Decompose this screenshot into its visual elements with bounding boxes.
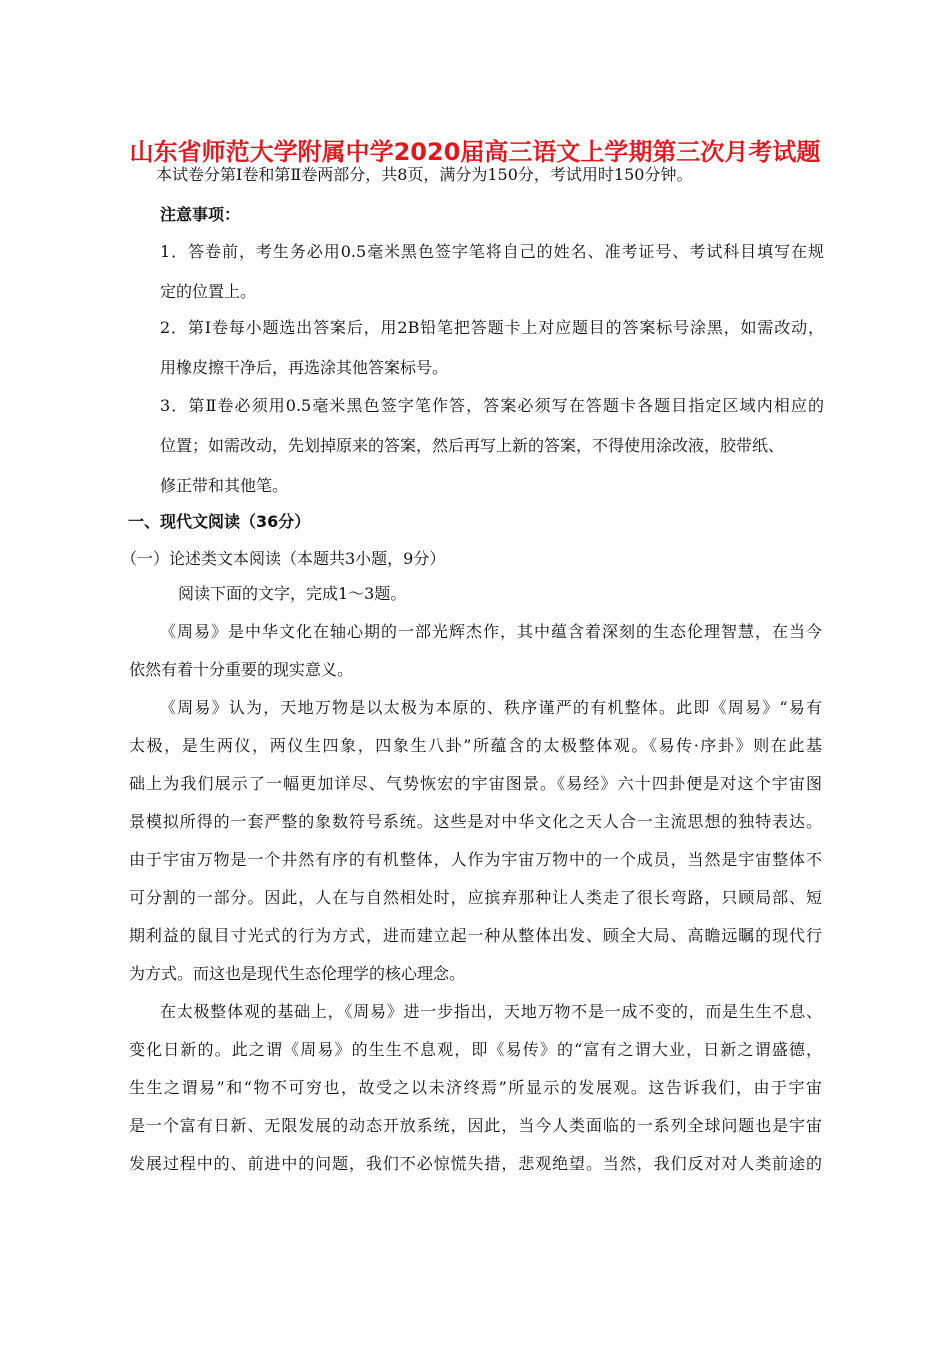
section-1-heading: 一、现代文阅读（36分） xyxy=(128,512,311,531)
passage-line: 可分割的一部分。因此，人在与自然相处时，应摈弃那种让人类走了很长弯路，只顾局部、短 xyxy=(129,888,822,907)
notice-item-1-line-2: 定的位置上。 xyxy=(160,282,257,301)
passage-line: 依然有着十分重要的现实意义。 xyxy=(129,660,354,679)
passage-line: 期利益的鼠目寸光式的行为方式，进而建立起一种从整体出发、顾全大局、高瞻远瞩的现代行 xyxy=(129,926,822,945)
passage-line: 发展过程中的、前进中的问题，我们不必惊慌失措，悲观绝望。当然，我们反对对人类前途的 xyxy=(129,1154,822,1173)
section-1-sub-heading: （一）论述类文本阅读（本题共3小题，9分） xyxy=(121,549,446,568)
notice-item-3-line-3: 修正带和其他笔。 xyxy=(160,476,289,495)
notice-item-2-line-1: 2．第Ⅰ卷每小题选出答案后，用2B铅笔把答题卡上对应题目的答案标号涂黑，如需改动， xyxy=(160,318,824,337)
passage-line: 在太极整体观的基础上，《周易》进一步指出，天地万物不是一成不变的，而是生生不息、 xyxy=(160,1002,822,1021)
passage-line: 《周易》是中华文化在轴心期的一部光辉杰作，其中蕴含着深刻的生态伦理智慧，在当今 xyxy=(160,622,822,641)
passage-line: 础上为我们展示了一幅更加详尽、气势恢宏的宇宙图景。《易经》六十四卦便是对这个宇宙图 xyxy=(129,774,822,793)
notice-item-1-line-1: 1．答卷前，考生务必用0.5毫米黑色签字笔将自己的姓名、准考证号、考试科目填写在规 xyxy=(160,242,824,261)
passage-line: 为方式。而这也是现代生态伦理学的核心理念。 xyxy=(129,964,466,983)
passage-line: 景模拟所得的一套严整的象数符号系统。这些是对中华文化之天人合一主流思想的独特表达。 xyxy=(129,812,822,831)
passage-line: 变化日新的。此之谓《周易》的生生不息观，即《易传》的“富有之谓大业，日新之谓盛德， xyxy=(129,1040,822,1059)
document-title: 山东省师范大学附属中学2020届高三语文上学期第三次月考试题 xyxy=(129,138,821,166)
passage-line: 生生之谓易”和“物不可穷也，故受之以未济终焉”所显示的发展观。这告诉我们，由于宇宙 xyxy=(129,1078,822,1097)
notice-item-2-line-2: 用橡皮擦干净后，再选涂其他答案标号。 xyxy=(160,358,449,377)
notice-heading: 注意事项： xyxy=(160,205,241,224)
reading-instruction: 阅读下面的文字，完成1～3题。 xyxy=(178,584,407,603)
notice-item-3-line-2: 位置；如需改动，先划掉原来的答案，然后再写上新的答案，不得使用涂改液，胶带纸、 xyxy=(160,436,785,455)
notice-item-3-line-1: 3．第Ⅱ卷必须用0.5毫米黑色签字笔作答，答案必须写在答题卡各题目指定区域内相应的 xyxy=(160,396,824,415)
passage-line: 由于宇宙万物是一个井然有序的有机整体，人作为宇宙万物中的一个成员，当然是宇宙整体不 xyxy=(129,850,822,869)
exam-intro: 本试卷分第Ⅰ卷和第Ⅱ卷两部分，共8页，满分为150分，考试用时150分钟。 xyxy=(156,165,693,184)
passage-line: 是一个富有日新、无限发展的动态开放系统，因此，当今人类面临的一系列全球问题也是宇宙 xyxy=(129,1116,822,1135)
passage-line: 《周易》认为，天地万物是以太极为本原的、秩序谨严的有机整体。此即《周易》“易有 xyxy=(160,698,822,717)
passage-line: 太极，是生两仪，两仪生四象，四象生八卦”所蕴含的太极整体观。《易传·序卦》则在此基 xyxy=(129,736,822,755)
